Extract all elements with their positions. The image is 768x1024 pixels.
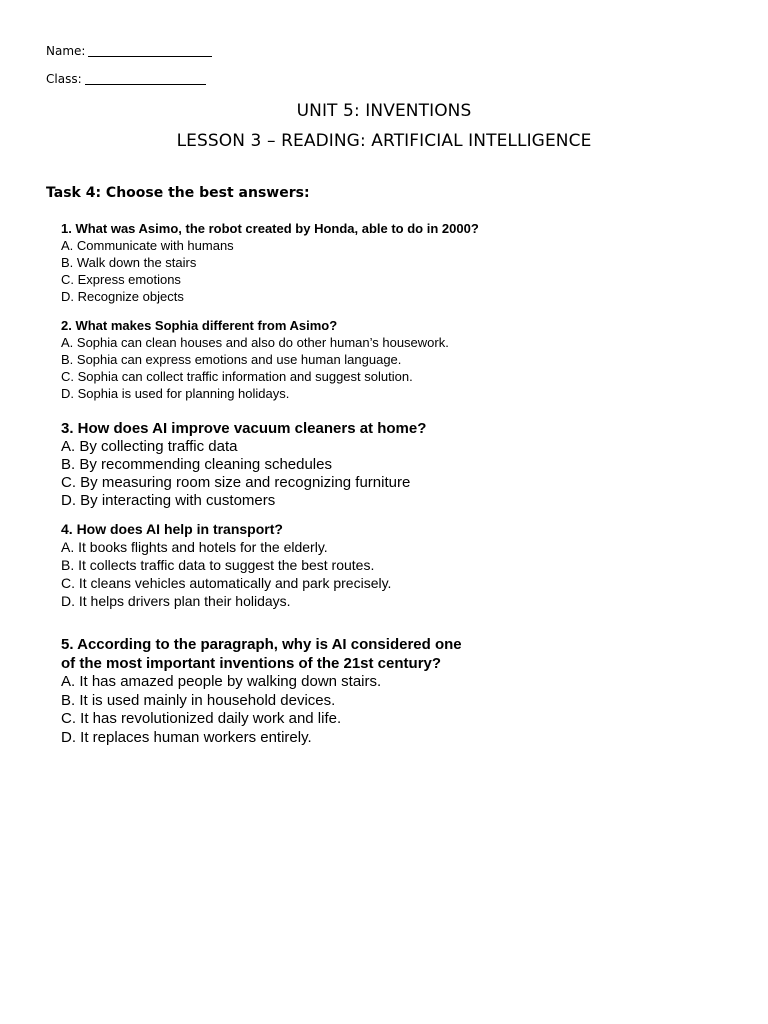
- question-5-option-c[interactable]: C. It has revolutionized daily work and life.: [61, 710, 342, 727]
- task-title: Task 4: Choose the best answers:: [46, 185, 310, 201]
- question-4: [61, 520, 391, 610]
- name-label: Name:: [46, 44, 86, 58]
- class-blank-line[interactable]: [85, 83, 206, 85]
- unit-title: UNIT 5: INVENTIONS: [296, 101, 472, 121]
- question-3: [61, 420, 426, 510]
- question-2-option-d[interactable]: D. Sophia is used for planning holidays.: [61, 386, 290, 401]
- class-label: Class:: [46, 72, 82, 86]
- question-3-option-c[interactable]: C. By measuring room size and recognizing furniture: [61, 474, 411, 491]
- question-5: [61, 636, 462, 747]
- question-4-option-a[interactable]: A. It books flights and hotels for the elderly.: [61, 539, 328, 555]
- question-5-option-a[interactable]: A. It has amazed people by walking down stairs.: [61, 673, 382, 690]
- question-5-option-d[interactable]: D. It replaces human workers entirely.: [61, 728, 312, 746]
- question-3-option-a[interactable]: A. By collecting traffic data: [61, 438, 238, 455]
- question-4-option-d[interactable]: D. It helps drivers plan their holidays.: [61, 593, 291, 609]
- question-3-option-d[interactable]: D. By interacting with customers: [61, 492, 276, 509]
- question-3-option-b[interactable]: B. By recommending cleaning schedules: [61, 456, 332, 473]
- question-4-option-b[interactable]: B. It collects traffic data to suggest the best routes.: [61, 557, 375, 573]
- name-field: [46, 44, 212, 58]
- question-1-option-d[interactable]: D. Recognize objects: [61, 289, 184, 304]
- question-5-stem-line-2: of the most important inventions of the 21st century?: [61, 654, 442, 672]
- question-1: [61, 220, 479, 305]
- question-2-option-c[interactable]: C. Sophia can collect traffic information and suggest solution.: [61, 369, 413, 384]
- question-3-stem: 3. How does AI improve vacuum cleaners at home?: [61, 420, 427, 437]
- name-blank-line[interactable]: [88, 55, 212, 57]
- question-1-option-a[interactable]: A. Communicate with humans: [61, 238, 234, 253]
- question-5-option-b[interactable]: B. It is used mainly in household devices.: [61, 691, 336, 709]
- question-2-stem: 2. What makes Sophia different from Asimo?: [61, 318, 338, 333]
- question-4-option-c[interactable]: C. It cleans vehicles automatically and park precisely.: [61, 575, 392, 591]
- question-5-stem-line-1: 5. According to the paragraph, why is AI considered one: [61, 636, 462, 653]
- question-2: [61, 317, 449, 402]
- question-1-option-c[interactable]: C. Express emotions: [61, 272, 181, 287]
- question-2-option-a[interactable]: A. Sophia can clean houses and also do other human’s housework.: [61, 335, 449, 350]
- question-4-stem: 4. How does AI help in transport?: [61, 521, 283, 537]
- question-2-option-b[interactable]: B. Sophia can express emotions and use human language.: [61, 352, 402, 367]
- class-field: [46, 72, 206, 86]
- question-1-option-b[interactable]: B. Walk down the stairs: [61, 255, 197, 270]
- question-1-stem: 1. What was Asimo, the robot created by Honda, able to do in 2000?: [61, 221, 479, 236]
- lesson-title: LESSON 3 – READING: ARTIFICIAL INTELLIGENCE: [176, 131, 592, 151]
